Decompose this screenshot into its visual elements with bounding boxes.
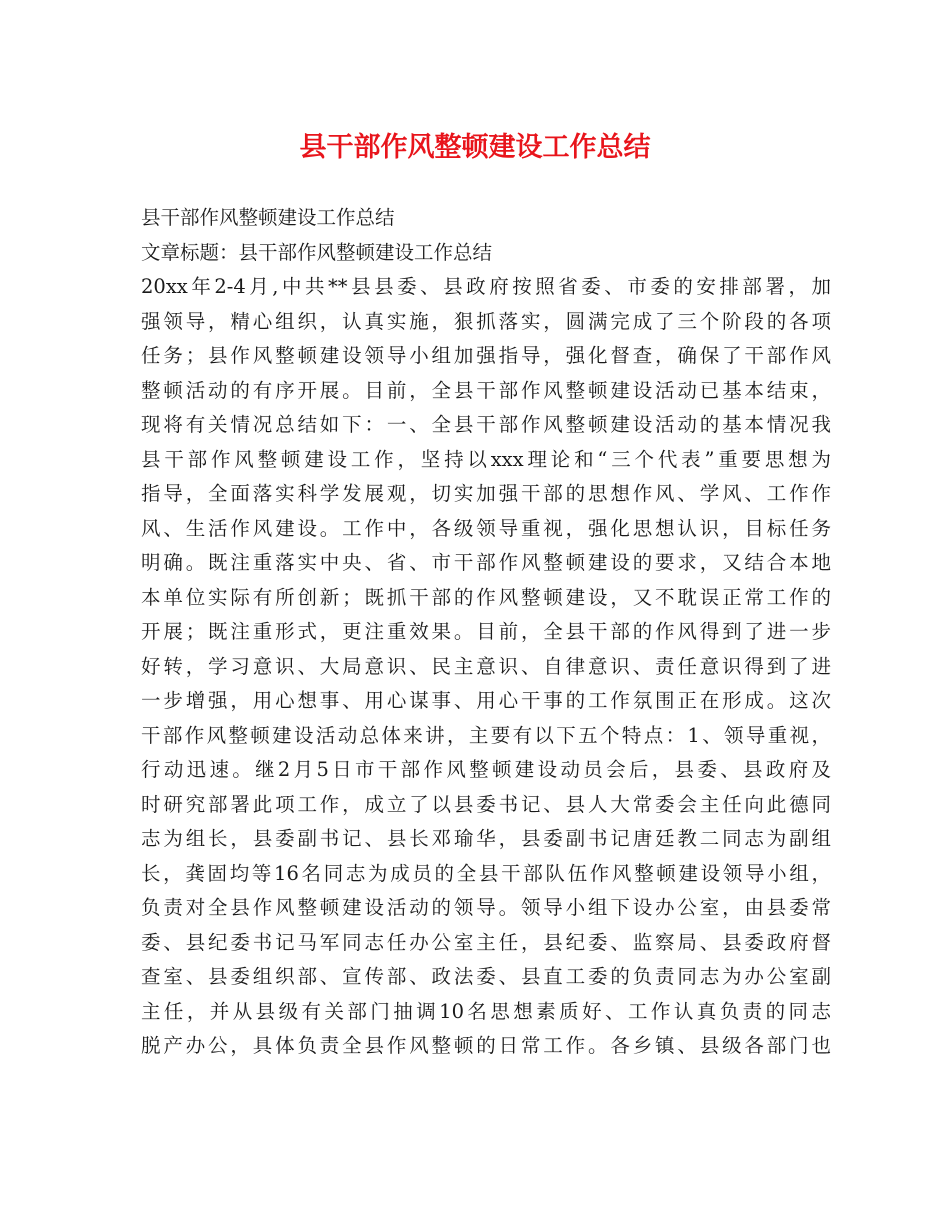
body-line: 负责对全县作风整顿建设活动的领导。领导小组下设办公室，由县委常 <box>141 896 831 919</box>
body-line: 风、生活作风建设。工作中，各级领导重视，强化思想认识，目标任务 <box>141 516 831 540</box>
body-line: 整顿活动的有序开展。目前，全县干部作风整顿建设活动已基本结束， <box>141 378 831 402</box>
body-line: 好转，学习意识、大局意识、民主意识、自律意识、责任意识得到了进 <box>141 654 831 678</box>
body-line: 脱产办公，具体负责全县作风整顿的日常工作。各乡镇、县级各部门也 <box>141 1034 831 1057</box>
body-line: 时研究部署此项工作，成立了以县委书记、县人大常委会主任向此德同 <box>141 792 831 816</box>
body-line: 指导，全面落实科学发展观，切实加强干部的思想作风、学风、工作作 <box>141 482 831 505</box>
body-line: 本单位实际有所创新；既抓干部的作风整顿建设，又不耽误正常工作的 <box>141 585 831 609</box>
body-line: 一步增强，用心想事、用心谋事、用心干事的工作氛围正在形成。这次 <box>141 689 831 712</box>
body-line: 长，龚固均等16名同志为成员的全县干部队伍作风整顿建设领导小组， <box>141 861 831 885</box>
document-body <box>141 201 831 1064</box>
body-line: 任务；县作风整顿建设领导小组加强指导，强化督查，确保了干部作风 <box>141 344 831 367</box>
body-line: 行动迅速。继2月5日市干部作风整顿建设动员会后，县委、县政府及 <box>141 758 831 781</box>
body-line: 志为组长，县委副书记、县长邓瑜华，县委副书记唐廷教二同志为副组 <box>141 827 831 850</box>
body-line: 委、县纪委书记马军同志任办公室主任，县纪委、监察局、县委政府督 <box>141 930 831 954</box>
body-line: 主任，并从县级有关部门抽调10名思想素质好、工作认真负责的同志 <box>141 999 831 1023</box>
body-line: 查室、县委组织部、宣传部、政法委、县直工委的负责同志为办公室副 <box>141 965 831 988</box>
body-line: 开展；既注重形式，更注重效果。目前，全县干部的作风得到了进一步 <box>141 620 831 643</box>
subtitle-line: 县干部作风整顿建设工作总结 <box>141 206 395 229</box>
body-line: 明确。既注重落实中央、省、市干部作风整顿建设的要求，又结合本地 <box>141 551 831 574</box>
body-line: 县干部作风整顿建设工作，坚持以xxx理论和“三个代表”重要思想为 <box>141 447 831 471</box>
body-line: 强领导，精心组织，认真实施，狠抓落实，圆满完成了三个阶段的各项 <box>141 309 831 333</box>
document-title: 县干部作风整顿建设工作总结 <box>299 132 651 163</box>
body-line: 现将有关情况总结如下：一、全县干部作风整顿建设活动的基本情况我 <box>141 413 831 436</box>
article-title-line: 文章标题：县干部作风整顿建设工作总结 <box>141 240 493 264</box>
body-line: 20xx年2-4月,中共**县县委、县政府按照省委、市委的安排部署，加 <box>141 275 831 298</box>
body-line: 干部作风整顿建设活动总体来讲，主要有以下五个特点：1、领导重视， <box>141 723 831 747</box>
body-paragraph <box>141 270 831 1064</box>
